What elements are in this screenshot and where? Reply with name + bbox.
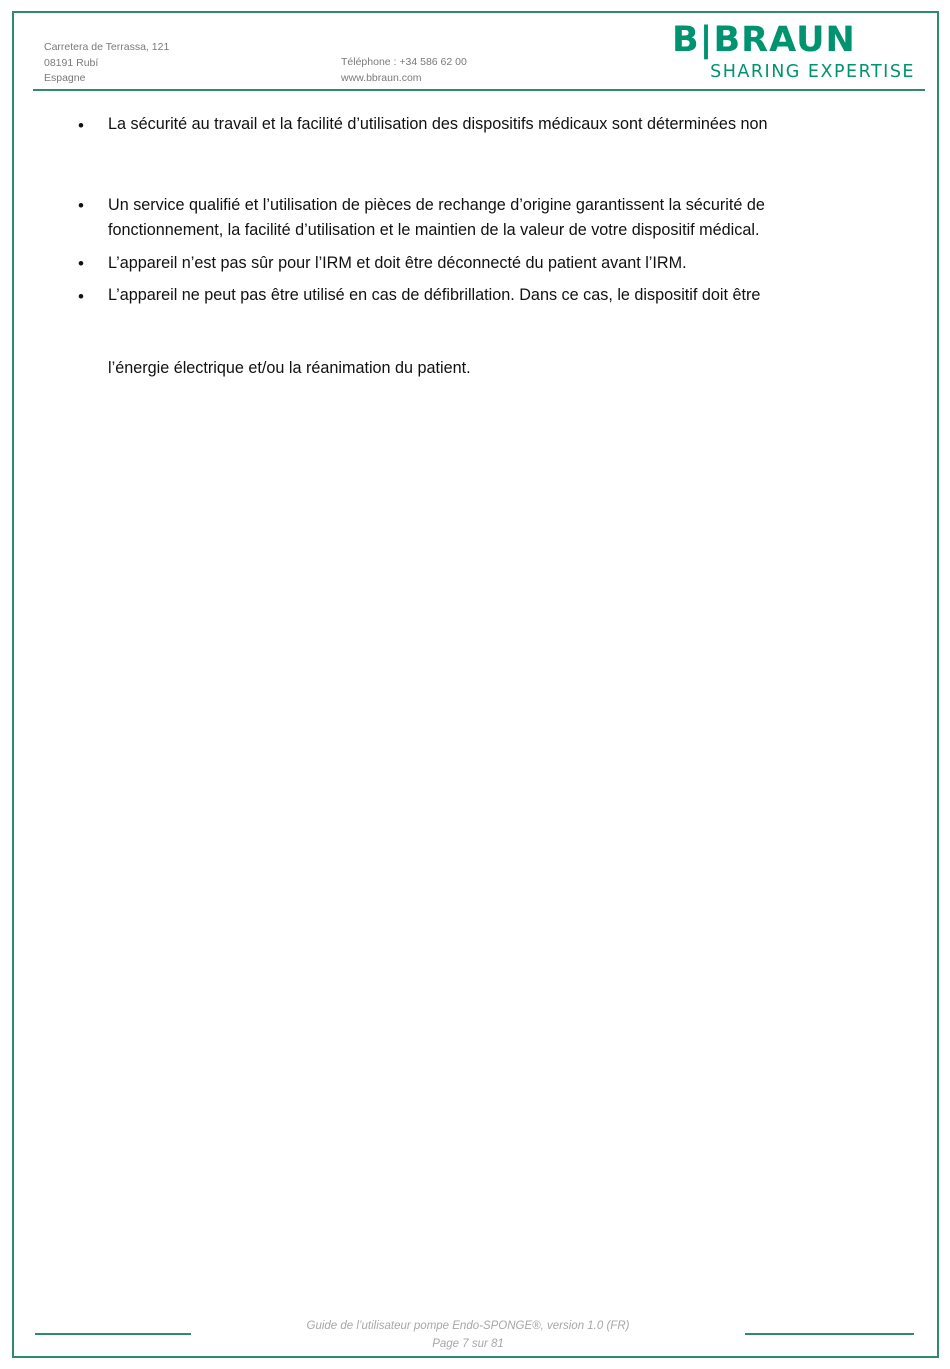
bullet-1-line-1: La sécurité au travail et la facilité d’utilisation des dispositifs médicaux sont déterminées non: [108, 115, 768, 133]
bbraun-logo: [672, 20, 917, 86]
bullet-marker: •: [78, 254, 84, 273]
address-line-3: Espagne: [44, 72, 86, 84]
address-line-2: 08191 Rubí: [44, 56, 99, 69]
address-line-1: Carretera de Terrassa, 121: [44, 41, 170, 53]
company-contact: [341, 55, 467, 86]
footer-page-number: Page 7 sur 81: [432, 1338, 504, 1350]
company-address: [44, 40, 169, 87]
bullet-marker: •: [78, 196, 84, 215]
footer-divider-left: [35, 1333, 191, 1335]
website-url: www.bbraun.com: [341, 71, 422, 84]
continuation-text: l’énergie électrique et/ou la réanimation du patient.: [108, 359, 471, 377]
logo-wordmark: B|BRAUN: [672, 20, 856, 60]
bullet-2-line-2: fonctionnement, la facilité d’utilisation et le maintien de la valeur de votre dispositif médical.: [108, 221, 760, 239]
footer-guide-title: Guide de l’utilisateur pompe Endo-SPONGE®, version 1.0 (FR): [306, 1320, 630, 1332]
header-divider: [33, 89, 925, 91]
bullet-marker: •: [78, 116, 84, 135]
bullet-3-line-1: L’appareil n’est pas sûr pour l’IRM et doit être déconnecté du patient avant l’IRM.: [108, 254, 687, 272]
footer-divider-right: [745, 1333, 914, 1335]
bullet-2-line-1: Un service qualifié et l’utilisation de pièces de rechange d’origine garantissent la sécurité de: [108, 196, 765, 214]
bullet-4-line-1: L’appareil ne peut pas être utilisé en cas de défibrillation. Dans ce cas, le dispositif doit être: [108, 286, 761, 304]
logo-tagline: SHARING EXPERTISE: [710, 62, 915, 82]
phone-number: Téléphone : +34 586 62 00: [341, 56, 467, 68]
bullet-marker: •: [78, 287, 84, 306]
